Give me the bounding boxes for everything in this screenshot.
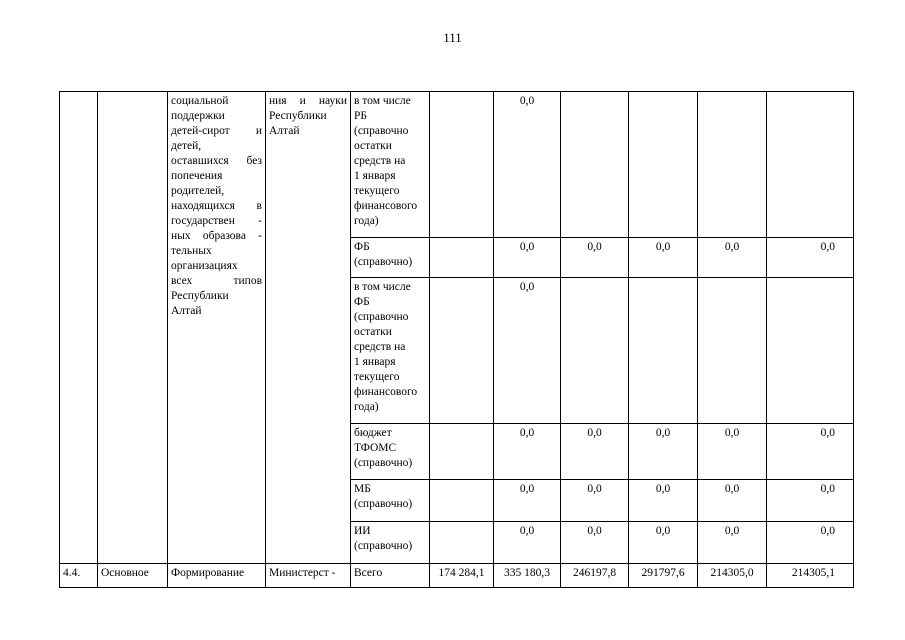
cell-value: 0,0: [494, 278, 561, 424]
table-row: [60, 564, 854, 588]
measure-line: социальной: [171, 95, 229, 107]
cell-value: 214305,1: [767, 564, 854, 588]
cell-value: 0,0: [767, 522, 854, 564]
cell-measure-name: Формирование: [168, 564, 266, 588]
measure-line: государствен -: [171, 215, 262, 227]
cell-value: [767, 92, 854, 238]
cell-value: 0,0: [494, 92, 561, 238]
cell-value: [430, 424, 494, 480]
cell-measure-name: [168, 92, 266, 564]
cell-value: 0,0: [698, 238, 767, 278]
cell-value: 0,0: [698, 480, 767, 522]
cell-value: 0,0: [494, 424, 561, 480]
cell-value: [430, 522, 494, 564]
measure-line: организациях: [171, 260, 238, 272]
page-number: 111: [443, 30, 462, 45]
measure-line: поддержки: [171, 110, 225, 122]
cell-value: [561, 92, 629, 238]
cell-value: 0,0: [561, 522, 629, 564]
cell-source: бюджет ТФОМС (справочно): [351, 424, 430, 480]
executor-line: Республики: [269, 110, 327, 122]
cell-value: [430, 92, 494, 238]
cell-type: [98, 92, 168, 564]
cell-value: [629, 278, 698, 424]
cell-value: 335 180,3: [494, 564, 561, 588]
cell-value: 0,0: [561, 424, 629, 480]
measure-line: Алтай: [171, 305, 202, 317]
cell-value: [561, 278, 629, 424]
cell-value: 0,0: [629, 424, 698, 480]
cell-value: 214305,0: [698, 564, 767, 588]
measure-line: тельных: [171, 245, 212, 257]
cell-value: [698, 92, 767, 238]
cell-value: 0,0: [629, 238, 698, 278]
cell-executor: [266, 92, 351, 564]
cell-value: [698, 278, 767, 424]
cell-type: Основное: [98, 564, 168, 588]
executor-line: Алтай: [269, 125, 300, 137]
cell-value: [430, 278, 494, 424]
cell-value: [430, 238, 494, 278]
cell-value: 0,0: [561, 480, 629, 522]
cell-value: 291797,6: [629, 564, 698, 588]
cell-source: в том числе РБ (справочно остатки средств на 1 января текущего финансового года): [351, 92, 430, 238]
executor-line: ния и науки: [269, 95, 347, 107]
cell-value: 0,0: [767, 238, 854, 278]
table-row: [60, 92, 854, 238]
measure-line: Республики: [171, 290, 229, 302]
cell-value: 0,0: [494, 480, 561, 522]
cell-value: 0,0: [698, 424, 767, 480]
cell-value: 174 284,1: [430, 564, 494, 588]
cell-value: 0,0: [767, 480, 854, 522]
cell-source: ИИ (справочно): [351, 522, 430, 564]
cell-source: МБ (справочно): [351, 480, 430, 522]
measure-line: попечения: [171, 170, 223, 182]
cell-value: 0,0: [767, 424, 854, 480]
program-table: [59, 91, 854, 588]
cell-value: 0,0: [698, 522, 767, 564]
measure-line: родителей,: [171, 185, 225, 197]
cell-value: 0,0: [494, 238, 561, 278]
cell-value: 0,0: [561, 238, 629, 278]
cell-num: [60, 92, 98, 564]
measure-line: находящихся в: [171, 200, 262, 212]
cell-value: [430, 480, 494, 522]
cell-source: в том числе ФБ (справочно остатки средств на 1 января текущего финансового года): [351, 278, 430, 424]
measure-line: детей,: [171, 140, 202, 152]
cell-value: [629, 92, 698, 238]
cell-value: [767, 278, 854, 424]
cell-source: ФБ (справочно): [351, 238, 430, 278]
measure-line: оставшихся без: [171, 155, 262, 167]
cell-value: 0,0: [629, 480, 698, 522]
cell-value: 0,0: [494, 522, 561, 564]
measure-line: всех типов: [171, 275, 262, 287]
cell-source: Всего: [351, 564, 430, 588]
measure-line: детей-сирот и: [171, 125, 262, 137]
cell-value: 0,0: [629, 522, 698, 564]
cell-num: 4.4.: [60, 564, 98, 588]
measure-line: ных образова -: [171, 230, 262, 242]
cell-executor: Министерст -: [266, 564, 351, 588]
cell-value: 246197,8: [561, 564, 629, 588]
